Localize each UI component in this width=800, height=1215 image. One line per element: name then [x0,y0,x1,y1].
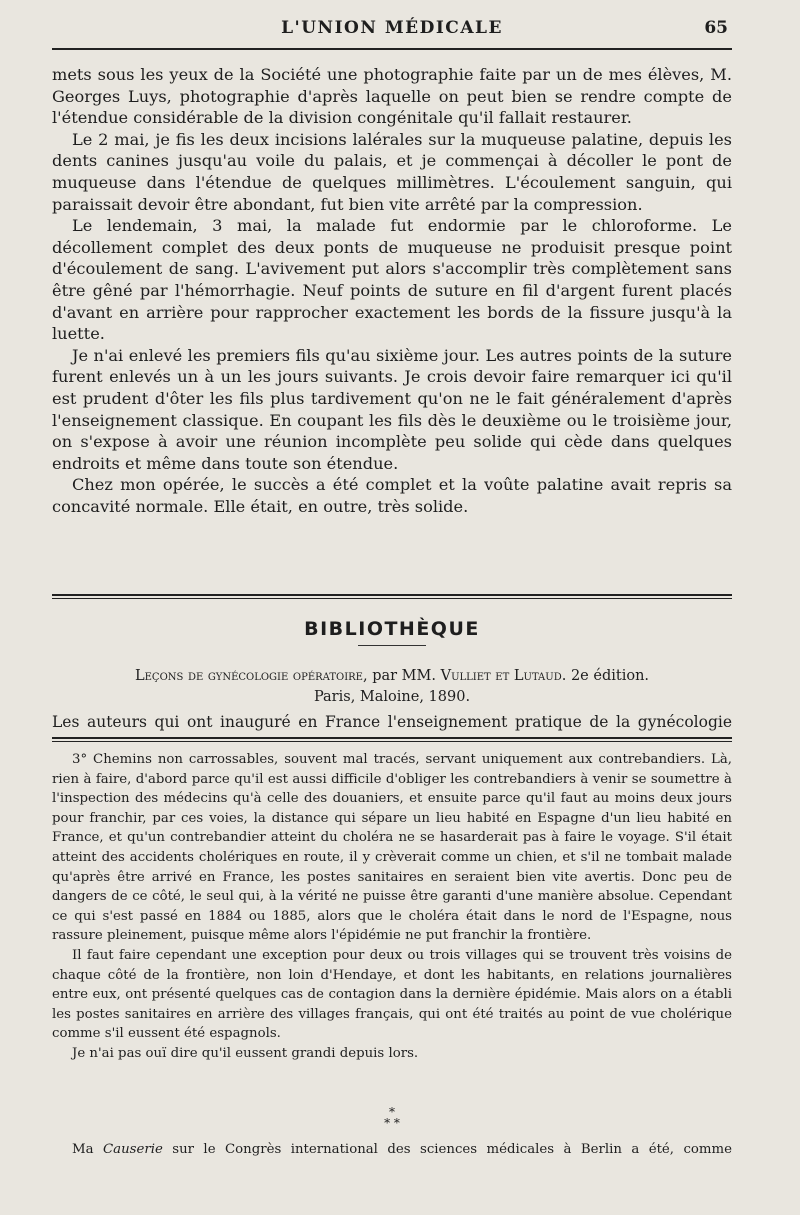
paragraph: mets sous les yeux de la Société une photographie faite par un de mes élèves, M. Georges Luys, photographie d'après laquelle on peut bien se rendre compte de l'étendue considérable de la division congénitale qu'il fallait restaurer. [52,65,732,128]
section-underline [358,645,426,646]
journal-title: L'UNION MÉDICALE [281,18,503,38]
page-number: 65 [704,18,728,38]
section-rule-top [52,594,732,596]
book-by: par MM. [372,668,436,684]
section-rule-bottom [52,598,732,599]
book-publisher: Paris, Maloine, 1890. [313,689,471,705]
closing-post: sur le Congrès international des sciences médicales à Berlin a été, comme [172,1142,732,1157]
book-reference [52,666,732,708]
asterisk-bottom: * * [384,1116,400,1130]
paragraph: Je n'ai enlevé les premiers fils qu'au sixième jour. Les autres points de la suture furent enlevés un à un les jours suivants. Je crois devoir faire remarquer ici qu'il est prudent d'ôter les fils plus tardivement qu'on ne le fait généralement d'après l'enseignement classique. En coupant les fils dès le deuxième ou le troisième jour, on s'expose à avoir une réunion incomplète peu solide qui cède dans quelques endroits et même dans toute son étendue. [52,345,732,473]
book-authors: Vulliet et Lutaud. [440,668,567,684]
section-title: BIBLIOTHÈQUE [304,618,480,640]
paragraph: Chez mon opérée, le succès a été complet et la voûte palatine avait repris sa concavité normale. Elle était, en outre, très solide. [52,475,732,516]
header-rule [52,48,732,50]
feuilleton [52,750,732,1064]
book-description: Les auteurs qui ont inauguré en France l'enseignement pratique de la gynécologie [52,713,732,731]
book-line [52,666,732,687]
section-separator [52,1107,732,1129]
book-title: Leçons de gynécologie opératoire, [134,668,368,684]
closing-italic: Causerie [102,1142,163,1157]
paragraph: Le 2 mai, je fis les deux incisions lalérales sur la muqueuse palatine, depuis les dents canines jusqu'au voile du palais, et je commençai à décoller le pont de muqueuse dans l'étendue de quelques millimètres. L'écoulement sanguin, qui paraissait devoir être abondant, fut bien vite arrêté par la compression. [52,129,732,214]
book-edition: 2e édition. [570,668,650,684]
paragraph: Je n'ai pas ouï dire qu'il eussent grandi depuis lors. [72,1045,419,1061]
closing-line [52,1140,732,1160]
asterisk-top: * [389,1105,395,1119]
paragraph: 3° Chemins non carrossables, souvent mal tracés, servant uniquement aux contrebandiers. Là, rien à faire, d'abord parce qu'il est aussi difficile d'obliger les contrebandiers à venir se soumettre à l'inspection des médecins qu'à celle des douaniers, et ensuite parce qu'il faut au moins deux jours pour franchir, par ces voies, la distance qui sépare un lieu habité en Espagne d'un lieu habité en France, et qu'un contrebandier atteint du choléra ne se hasarderait pas à faire le voyage. S'il était atteint des accidents cholériques en route, il y crèverait comme un chien, et s'il ne tombait malade qu'après être arrivé en France, les postes sanitaires en seraient bien vite avertis. Donc peu de dangers de ce côté, le seul qui, à la vérité ne puisse être garanti d'une manière absolue. Cependant ce qui s'est passé en 1884 ou 1885, alors que le choléra était dans le nord de l'Espagne, nous rassure pleinement, puisque même alors l'épidémie ne put franchir la frontière. [52,752,732,944]
running-header [52,18,732,44]
paragraph: Il faut faire cependant une exception pour deux ou trois villages qui se trouvent très voisins de chaque côté de la frontière, non loin d'Hendaye, et dont les habitants, en relations journalières entre eux, ont présenté quelques cas de contagion dans la dernière épidémie. Mais alors on a établi les postes sanitaires en arrière des villages français, qui ont été traités au point de vue cholérique comme s'il eussent été espagnols. [52,947,732,1042]
main-article [52,64,732,517]
paragraph: Le lendemain, 3 mai, la malade fut endormie par le chloroforme. Le décollement complet des deux ponts de muqueuse ne produisit presque point d'écoulement de sang. L'avivement put alors s'accomplir très complètement sans être gêné par l'hémorrhagie. Neuf points de suture en fil d'argent furent placés d'avant en arrière pour rapprocher exactement les bords de la fissure jusqu'à la luette. [52,216,732,344]
feuilleton-rule-bottom [52,741,732,742]
feuilleton-rule-top [52,737,732,739]
closing-pre: Ma [72,1142,94,1157]
